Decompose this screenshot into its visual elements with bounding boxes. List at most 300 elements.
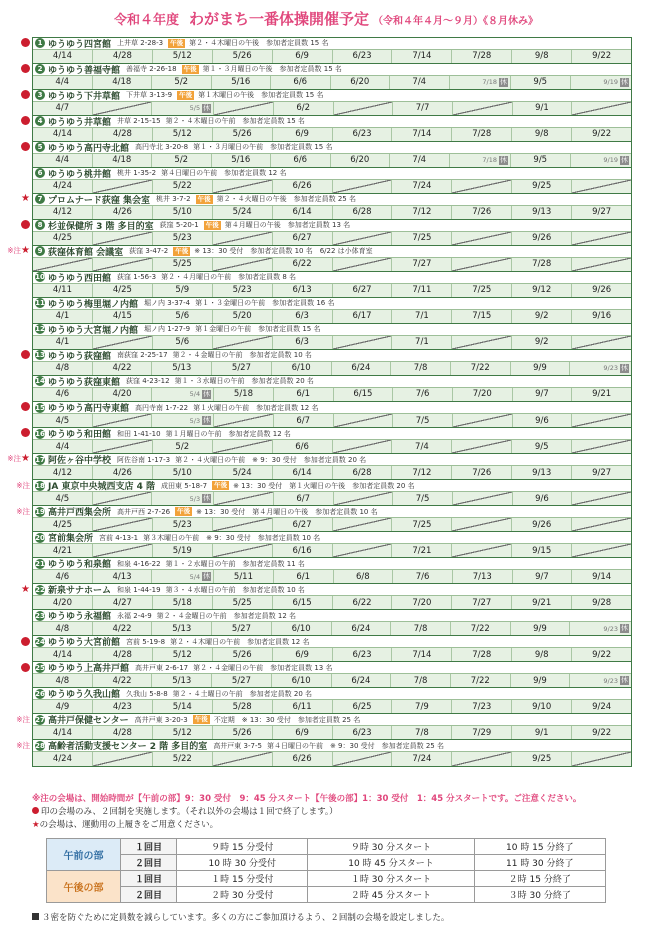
date-cell-none [451,752,511,766]
date-cell: 7/28 [451,128,511,141]
venue-schedule-note: 不定期 ※ 13：30 受付 参加者定員数 25 名 [213,715,361,724]
afternoon-badge: 午後 [175,246,189,255]
date-cell: 4/8 [55,363,70,374]
date-cell: 4/11 [52,285,72,296]
venue-name: 高井戸西集会所 [48,508,112,517]
date-cell-none [332,440,392,453]
venue-schedule-note: 第１・３水曜日の午前 参加者定員数 20 名 [174,377,314,386]
date-cell: 5/9 [152,284,212,297]
date-cell-none [333,414,393,427]
venue-address: 高井戸東 3-20-3 [134,715,188,724]
venue-address: 荻窪 5-20-1 [159,221,199,230]
date-cell: 7/8 [391,726,451,739]
date-cell: 6/10 [271,362,331,375]
date-cell: 6/20 [330,76,390,89]
date-cell: 5/11 [213,570,273,583]
venue-row [33,376,631,402]
venue-header [33,220,631,231]
date-cell: 4/27 [92,596,152,609]
afternoon-badge: 午後 [183,64,197,73]
date-cell: 9/27 [571,206,631,219]
footer-note: ３密を防ぐために定員数を減らしています。多くの方にご参加頂けるよう、２回制の会場を設定しました。 [32,911,449,923]
two-session-marker [2,220,30,232]
date-cell: 7/5 [392,414,452,427]
venue-schedule-note: 第２・４火曜日の午後 参加者定員数 25 名 [216,195,356,204]
date-cell-none [212,518,272,531]
venue-row [33,324,631,350]
date-row [33,413,631,427]
date-cell: 7/14 [391,50,451,63]
date-cell: 9/1 [511,726,571,739]
date-cell: 5/6 [152,310,212,323]
date-cell-none [451,336,511,349]
date-row [33,543,631,557]
date-cell: 4/22 [92,674,152,687]
date-cell: 9/5 [510,76,570,89]
venue-row [33,428,631,454]
date-cell: 5/25 [152,258,212,271]
date-cell: 5/16 [211,76,271,89]
venue-number-badge: 12 [35,325,45,334]
venue-header [33,168,631,179]
venue-number-badge: 26 [35,689,45,698]
page-title [0,8,652,29]
date-cell-none [92,752,152,766]
date-cell: 9/6 [512,492,572,505]
holiday-badge: 休 [621,77,628,86]
venue-schedule-note: 第２・４月曜日の午前 参加者定員数 8 名 [161,273,297,282]
note-label: ※注 [16,506,30,516]
venue-number-badge: 22 [35,585,45,594]
venue-address: 堀ノ内 3-37-4 [144,299,191,308]
venue-schedule-note: 第１火曜日の午前 参加者定員数 12 名 [193,403,319,412]
holiday-badge: 休 [621,155,628,164]
venue-name: ゆうゆう上高井戸館 [48,664,130,673]
date-cell: 4/4 [55,441,70,452]
date-cell: 9/8 [511,50,571,63]
date-cell: 7/1 [391,310,451,323]
holiday-date: 7/18 [482,156,497,165]
date-cell: 6/16 [272,544,332,557]
holiday-badge: 休 [500,77,507,86]
date-cell: 7/4 [389,154,449,167]
note-label: ※注 [16,714,30,724]
date-cell: 6/6 [270,76,330,89]
date-cell: 4/5 [55,493,70,504]
venue-name: ゆうゆう大宮堀ノ内館 [48,325,139,335]
venue-row [33,532,631,558]
date-cell: 5/23 [152,232,212,245]
venue-schedule-note: 第２・４木曜日の午前 参加者定員数 12 名 [170,637,310,646]
date-cell-none [92,414,152,427]
venue-number-badge: 4 [35,116,45,126]
date-cell: 7/26 [451,206,511,219]
venue-name: ゆうゆう和泉館 [48,560,112,569]
venue-row [33,714,631,740]
afternoon-badge: 午後 [179,90,193,99]
date-cell: 6/26 [272,752,332,766]
date-cell-none [92,180,152,193]
venue-name: 新泉サナホーム [48,586,112,595]
date-cell: 4/12 [52,467,72,478]
venue-row [33,90,631,116]
date-row [33,231,631,245]
red-dot-icon [21,38,30,47]
date-row [33,335,631,349]
venue-row [33,168,631,194]
venue-schedule-note: 第１・２水曜日の午前 参加者定員数 11 名 [165,559,305,568]
note-marker [2,507,30,517]
date-cell: 6/23 [332,128,392,141]
date-cell: 7/7 [392,102,452,115]
note-marker [2,481,30,491]
venue-name: 阿佐ヶ谷中学校 [48,456,112,465]
date-cell: 6/23 [332,726,392,739]
date-cell: 9/28 [571,596,631,609]
date-cell: 7/24 [391,752,451,766]
holiday-date: 5/4 [189,572,201,581]
venue-schedule-note: 第１月曜日の午前 参加者定員数 12 名 [165,429,291,438]
date-cell-none [212,232,272,245]
date-row [33,361,631,375]
morning-label: 午前の部 [47,839,121,871]
date-cell: 6/11 [272,700,332,713]
date-cell: 9/2 [511,336,571,349]
date-cell: 9/2 [511,310,571,323]
date-cell: 6/22 [272,258,332,271]
date-cell: 9/22 [571,50,631,63]
date-cell: 4/8 [55,623,70,634]
venue-number-badge: 10 [35,273,45,282]
date-row [33,569,631,583]
date-cell: 5/2 [151,154,211,167]
date-cell-none [332,336,392,349]
venue-row [33,506,631,532]
venue-address: 下井草 3-13-9 [126,91,173,100]
date-cell: 7/8 [390,362,450,375]
holiday-badge: 休 [203,494,211,503]
date-cell-none [213,102,273,115]
date-row [33,127,631,141]
date-cell: 5/23 [152,518,212,531]
date-cell: 7/25 [391,518,451,531]
afternoon-badge: 午後 [205,220,219,229]
holiday-date: 9/19 [603,156,618,165]
venue-schedule-note: 第３木曜日の午前 ※ 9：30 受付 参加者定員数 10 名 [143,533,321,542]
venue-schedule-note: 第２・４金曜日の午前 参加者定員数 13 名 [193,663,333,672]
venue-header [33,246,631,257]
date-cell: 7/22 [450,674,510,687]
venue-number-badge: 25 [35,663,45,672]
date-cell: 9/16 [571,310,631,323]
date-cell: 5/16 [211,154,271,167]
date-cell: 5/27 [211,622,271,635]
date-cell: 9/12 [511,284,571,297]
venue-address: 和泉 1-44-19 [117,585,161,594]
date-cell: 6/23 [332,648,392,661]
date-cell: 5/26 [212,128,272,141]
venue-schedule-note: 第４日曜日の午前 参加者定員数 12 名 [161,169,287,178]
venue-schedule-note: 第４月曜日の午後 参加者定員数 13 名 [224,221,351,230]
venue-name: 高齢者活動支援センター 2 階 多目的室 [48,742,208,752]
venue-header [33,64,631,75]
venue-header [33,298,631,309]
date-cell: 9/9 [510,362,570,375]
holiday-date: 5/5 [189,104,201,113]
date-cell-none [571,180,631,193]
venue-address: 善福寺 2-26-18 [126,65,177,74]
note-label: ※注 [7,454,22,464]
venue-header [33,558,631,569]
date-cell: 4/6 [55,389,70,400]
date-row [33,283,631,297]
venue-row [33,636,631,662]
venue-row [33,350,631,376]
date-cell: 7/4 [389,76,449,89]
red-dot-icon [21,220,30,229]
date-cell: 6/14 [272,466,332,479]
venue-name: ゆうゆう高円寺北館 [48,143,130,153]
venue-schedule-note: 第１・３月曜日の午前 参加者定員数 15 名 [193,143,333,152]
date-row [33,517,631,531]
two-session-marker [2,38,30,50]
venue-header [33,714,631,725]
date-cell: 4/9 [55,701,70,712]
venue-name: 宮前集会所 [48,534,94,543]
venue-row [33,142,631,168]
date-cell-none [212,440,272,453]
date-cell: 4/24 [52,181,72,192]
date-cell: 4/26 [92,206,152,219]
venue-name: ゆうゆう荻窪館 [48,351,112,361]
date-cell: 5/20 [212,310,272,323]
venue-name: プロムナード荻窪 集会室 [48,195,150,205]
date-cell-none [332,232,392,245]
date-cell-none [571,440,631,453]
date-cell: 6/1 [273,388,333,401]
date-cell: 7/12 [391,466,451,479]
date-cell: 4/14 [52,727,72,738]
date-cell: 6/23 [332,50,392,63]
date-cell: 5/12 [152,128,212,141]
date-cell: 7/26 [451,466,511,479]
venue-number-badge: 11 [35,299,45,308]
venue-address: 高井戸西 2-7-26 [117,507,171,516]
red-dot-icon [21,64,30,73]
date-cell: 5/26 [212,726,272,739]
date-cell: 5/26 [212,648,272,661]
venue-row [33,688,631,714]
date-cell: 6/3 [272,310,332,323]
venue-row [33,194,631,220]
venue-schedule-note: 第１金曜日の午前 参加者定員数 15 名 [195,325,321,334]
venue-number-badge: 7 [35,194,45,204]
date-cell: 7/14 [391,128,451,141]
date-cell-none [571,336,631,349]
venue-name: ゆうゆう善福寺館 [48,65,121,75]
venue-header [33,38,631,49]
venue-name: ゆうゆう西田館 [48,273,112,283]
red-dot-icon [21,90,30,99]
date-cell: 6/24 [331,362,391,375]
venue-schedule-note: 第２・４土曜日の午前 参加者定員数 20 名 [172,689,313,698]
date-cell: 9/21 [571,388,631,401]
date-cell: 4/25 [92,284,152,297]
date-cell-none [571,102,631,115]
date-cell: 5/10 [152,206,212,219]
date-cell: 7/13 [452,570,512,583]
two-session-marker [2,116,30,128]
date-cell: 4/28 [92,726,152,739]
afternoon-badge: 午後 [194,715,208,724]
afternoon-label: 午後の部 [47,871,121,903]
date-cell-holiday [570,154,632,167]
fiscal-year: 令和４年度 [113,13,179,28]
date-row [33,153,631,167]
two-session-marker [2,142,30,154]
venue-schedule-note: ※ 13：30 受付 参加者定員数 10 名 6/22 は小体育室 [194,247,373,256]
venue-address: 高井戸東 3-7-5 [213,741,262,750]
afternoon-badge: 午後 [177,507,191,516]
venue-schedule-note: 第１木曜日の午後 参加者定員数 15 名 [198,91,324,100]
date-cell: 5/22 [152,180,212,193]
date-cell-none [571,518,631,531]
venue-header [33,610,631,621]
date-cell: 4/14 [52,129,72,140]
date-cell: 4/20 [92,388,152,401]
date-cell: 5/13 [151,674,211,687]
note-label: ※注 [7,246,22,256]
venue-row [33,740,631,766]
red-dot-icon [21,350,30,359]
date-cell: 9/25 [511,180,571,193]
venue-schedule-note: 第４日曜日の午前 ※ 9：30 受付 参加者定員数 25 名 [266,741,444,750]
date-cell: 6/17 [332,310,392,323]
note-indoor-shoes: ★の会場は、運動用の上履きをご用意ください。 [32,820,219,830]
notes [32,793,644,832]
venue-address: 和泉 4-16-22 [117,559,161,568]
venue-header [33,428,631,439]
date-cell: 9/5 [511,440,571,453]
date-cell: 6/28 [332,206,392,219]
date-cell: 7/25 [391,232,451,245]
venue-address: 高円寺南 1-7-22 [135,403,189,412]
date-cell-holiday [151,414,213,427]
date-cell: 6/27 [332,284,392,297]
date-cell-holiday [449,76,511,89]
date-row [33,75,631,89]
venue-address: 荻窪 1-56-3 [117,273,157,282]
date-cell: 6/10 [271,674,331,687]
date-cell: 7/22 [450,622,510,635]
date-cell: 5/10 [152,466,212,479]
venue-address: 宮前 4-13-1 [99,533,139,542]
date-row [33,101,631,115]
venue-schedule-note: 第２・４火曜日の午前 ※ 9：30 受付 参加者定員数 20 名 [175,455,367,464]
date-cell-holiday [151,492,213,505]
date-cell: 9/10 [511,700,571,713]
red-dot-icon [21,428,30,437]
venue-address: 高井戸東 2-6-17 [135,663,189,672]
red-dot-icon [21,402,30,411]
square-bullet-icon [32,913,39,920]
date-cell: 5/27 [211,362,271,375]
venue-header [33,350,631,361]
venue-name: ゆうゆう永福館 [48,612,112,621]
date-cell-holiday [569,674,631,687]
venue-header [33,454,631,465]
date-cell: 5/25 [212,596,272,609]
date-cell: 5/28 [212,700,272,713]
date-cell: 6/1 [273,570,333,583]
date-cell: 4/18 [92,76,152,89]
holiday-badge: 休 [203,103,211,112]
venue-number-badge: 13 [35,351,45,360]
venue-header [33,90,631,101]
venue-address: 井草 2-15-15 [117,117,161,126]
date-row [33,257,631,271]
date-cell: 7/28 [451,50,511,63]
venue-address: 南荻窪 2-25-17 [117,351,168,360]
date-cell: 6/26 [272,180,332,193]
date-cell: 7/24 [391,180,451,193]
date-cell: 5/27 [211,674,271,687]
date-cell-none [451,440,511,453]
date-cell-none [571,492,631,505]
date-cell: 5/26 [212,50,272,63]
date-cell: 7/27 [391,258,451,271]
date-cell-none [212,752,272,766]
date-cell: 7/11 [391,284,451,297]
title-main: わがまち一番体操開催予定 [189,10,370,28]
holiday-date: 5/4 [189,390,201,399]
date-cell: 4/1 [55,337,70,348]
venue-row [33,38,631,64]
venue-number-badge: 9 [35,246,45,256]
venue-header [33,688,631,699]
date-cell: 9/13 [511,466,571,479]
date-cell: 6/24 [331,622,391,635]
holiday-date: 5/3 [189,494,201,503]
date-cell: 9/26 [511,232,571,245]
holiday-date: 9/23 [603,624,619,633]
venue-name: ゆうゆう桃井館 [48,169,112,179]
date-cell-none [451,180,511,193]
star-icon: ★ [21,193,30,205]
venue-header [33,272,631,283]
date-cell: 7/6 [392,388,452,401]
note-label: ※注 [16,740,30,750]
date-cell: 4/23 [92,700,152,713]
venue-row [33,402,631,428]
date-cell: 9/9 [510,674,570,687]
date-cell: 9/7 [512,570,572,583]
date-cell: 4/26 [92,466,152,479]
date-cell: 4/6 [55,571,70,582]
session-time-table [46,838,606,903]
afternoon-badge: 午後 [214,481,228,490]
date-cell: 7/25 [451,284,511,297]
afternoon-badge: 午後 [170,38,184,47]
date-cell: 4/28 [92,128,152,141]
venue-number-badge: 6 [35,168,45,178]
venue-schedule-note: 第２・４金曜日の午前 参加者定員数 12 名 [156,611,297,620]
date-cell: 7/1 [391,336,451,349]
venue-number-badge: 20 [35,533,45,542]
holiday-badge: 休 [203,416,211,424]
venue-number-badge: 8 [35,220,45,230]
date-cell-none [92,258,152,271]
